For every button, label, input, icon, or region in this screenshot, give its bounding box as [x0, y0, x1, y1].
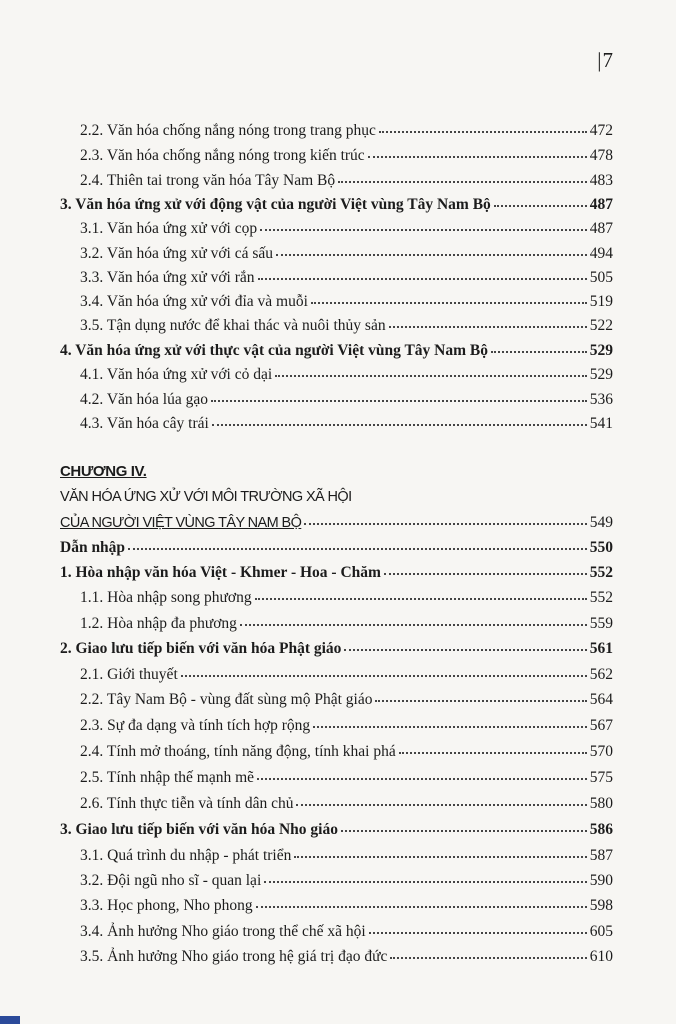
leader-dots	[491, 347, 587, 353]
page-number: |7	[597, 48, 614, 72]
leader-dots	[276, 250, 587, 256]
toc-entry	[80, 689, 613, 711]
toc-entry-label: 3.1. Văn hóa ứng xử với cọp	[80, 220, 258, 237]
toc-section-entry	[60, 194, 613, 216]
toc-entry-page: 487	[589, 196, 613, 213]
toc-entry	[80, 715, 613, 737]
toc-entry-label: 2.4. Thiên tai trong văn hóa Tây Nam Bộ	[80, 172, 336, 189]
toc-entry-label: 2.2. Văn hóa chống nắng nóng trong trang phục	[80, 122, 376, 139]
toc-entry	[80, 870, 613, 892]
toc-section-entry	[60, 537, 613, 559]
toc-entry-label: 3.5. Tận dụng nước để khai thác và nuôi thủy sản	[80, 317, 386, 334]
leader-dots	[341, 826, 587, 832]
leader-dots	[294, 852, 586, 858]
toc-entry-page: 472	[589, 122, 613, 139]
toc-entry	[80, 170, 613, 192]
toc-entry	[80, 767, 613, 789]
toc-entry-label: 1.1. Hòa nhập song phương	[80, 589, 252, 606]
leader-dots	[384, 569, 587, 575]
toc-entry-label: 3.1. Quá trình du nhập - phát triển	[80, 847, 292, 864]
toc-entry-label: 3.4. Văn hóa ứng xử với đỉa và muỗi	[80, 293, 308, 310]
chapter-title: CHƯƠNG IV.	[60, 463, 147, 480]
toc-entry	[80, 218, 613, 240]
toc-entry-page: 536	[589, 391, 613, 408]
toc-entry-label: 2.3. Sự đa dạng và tính tích hợp rộng	[80, 717, 311, 734]
chapter-heading-text: CỦA NGƯỜI VIỆT VÙNG TÂY NAM BỘ	[60, 515, 302, 531]
leader-dots	[258, 274, 587, 280]
toc-entry-page: 483	[589, 172, 613, 189]
toc-entry	[80, 291, 613, 313]
leader-dots	[275, 371, 587, 377]
leader-dots	[256, 902, 587, 908]
toc-entry-page: 550	[589, 539, 613, 556]
toc-entry-page: 605	[589, 923, 613, 940]
leader-dots	[264, 877, 587, 883]
toc-entry-label: 1. Hòa nhập văn hóa Việt - Khmer - Hoa - Chăm	[60, 564, 381, 581]
leader-dots	[390, 953, 586, 959]
toc-entry-page: 610	[589, 948, 613, 965]
chapter-page: 549	[589, 514, 613, 531]
leader-dots	[313, 722, 587, 728]
toc-entry-label: 4.1. Văn hóa ứng xử với cỏ dại	[80, 366, 273, 383]
toc-entry-page: 575	[589, 769, 613, 786]
toc-section-entry	[60, 819, 613, 841]
toc-entry	[80, 145, 613, 167]
toc-entry	[80, 793, 613, 815]
toc-entry-label: 3.4. Ảnh hưởng Nho giáo trong thể chế xã hội	[80, 923, 366, 940]
toc-entry-page: 552	[589, 564, 613, 581]
leader-dots	[389, 322, 587, 328]
toc-section-entry	[60, 638, 613, 660]
toc-entry-label: Dẫn nhập	[60, 539, 126, 556]
leader-dots	[304, 519, 586, 525]
toc-section-entry	[60, 340, 613, 362]
toc-entry	[80, 895, 613, 917]
toc-entry-page: 494	[589, 245, 613, 262]
toc-entry-label: 2.4. Tính mở thoáng, tính năng động, tính khai phá	[80, 743, 396, 760]
toc-entry-page: 522	[589, 317, 613, 334]
toc-section-entry	[60, 562, 613, 584]
toc-entry	[80, 741, 613, 763]
leader-dots	[344, 645, 586, 651]
toc-entry	[80, 267, 613, 289]
leader-dots	[311, 298, 587, 304]
toc-entry-label: 4. Văn hóa ứng xử với thực vật của người Việt vùng Tây Nam Bộ	[60, 342, 489, 359]
toc-entry-page: 570	[589, 743, 613, 760]
toc-entry-label: 4.3. Văn hóa cây trái	[80, 415, 209, 432]
leader-dots	[260, 225, 587, 231]
toc-entry-page: 559	[589, 615, 613, 632]
toc-entry-page: 487	[589, 220, 613, 237]
leader-dots	[128, 544, 587, 550]
toc-entry	[80, 587, 613, 609]
toc-entry	[80, 845, 613, 867]
toc-entry	[80, 664, 613, 686]
toc-entry-label: 2.5. Tính nhập thế mạnh mẽ	[80, 769, 255, 786]
toc-entry-page: 519	[589, 293, 613, 310]
leader-dots	[368, 152, 587, 158]
toc-entry	[80, 613, 613, 635]
toc-entry	[80, 120, 613, 142]
toc-entry-page: 598	[589, 897, 613, 914]
chapter-heading-line-last	[60, 512, 613, 534]
page-edge-mark	[0, 1016, 20, 1024]
toc-entry-label: 1.2. Hòa nhập đa phương	[80, 615, 237, 632]
leader-dots	[211, 396, 587, 402]
toc-entry	[80, 413, 613, 435]
toc-entry	[80, 389, 613, 411]
leader-dots	[212, 420, 587, 426]
toc-entry-page: 586	[589, 821, 613, 838]
toc-entry	[80, 243, 613, 265]
toc-entry-page: 561	[589, 640, 613, 657]
toc-entry-label: 3.2. Đội ngũ nho sĩ - quan lại	[80, 872, 262, 889]
chapter-heading-line: VĂN HÓA ỨNG XỬ VỚI MÔI TRƯỜNG XÃ HỘI	[60, 489, 352, 505]
toc-entry-label: 4.2. Văn hóa lúa gạo	[80, 391, 208, 408]
toc-entry-page: 529	[589, 366, 613, 383]
leader-dots	[375, 696, 586, 702]
leader-dots	[181, 671, 587, 677]
toc-entry-page: 564	[589, 691, 613, 708]
toc-entry-label: 3. Văn hóa ứng xử với động vật của người Việt vùng Tây Nam Bộ	[60, 196, 491, 213]
leader-dots	[255, 594, 587, 600]
leader-dots	[494, 201, 587, 207]
leader-dots	[379, 127, 587, 133]
leader-dots	[369, 928, 587, 934]
toc-entry-label: 3.3. Học phong, Nho phong	[80, 897, 253, 914]
toc-entry-page: 552	[589, 589, 613, 606]
toc-entry-page: 590	[589, 872, 613, 889]
toc-entry-page: 580	[589, 795, 613, 812]
toc-entry-label: 2.6. Tính thực tiễn và tính dân chủ	[80, 795, 294, 812]
leader-dots	[338, 177, 587, 183]
toc-entry	[80, 921, 613, 943]
toc-entry-page: 567	[589, 717, 613, 734]
toc-entry-label: 2.3. Văn hóa chống nắng nóng trong kiến trúc	[80, 147, 365, 164]
toc-entry-page: 529	[589, 342, 613, 359]
toc-entry-label: 3.2. Văn hóa ứng xử với cá sấu	[80, 245, 274, 262]
leader-dots	[240, 620, 587, 626]
toc-entry	[80, 315, 613, 337]
toc-entry-page: 587	[589, 847, 613, 864]
toc-entry-label: 3.3. Văn hóa ứng xử với rắn	[80, 269, 255, 286]
leader-dots	[296, 800, 586, 806]
toc-entry	[80, 364, 613, 386]
toc-entry-label: 2.1. Giới thuyết	[80, 666, 178, 683]
toc-entry-label: 2.2. Tây Nam Bộ - vùng đất sùng mộ Phật giáo	[80, 691, 373, 708]
leader-dots	[257, 774, 587, 780]
toc-entry-page: 505	[589, 269, 613, 286]
toc-entry-label: 3.5. Ảnh hưởng Nho giáo trong hệ giá trị đạo đức	[80, 948, 388, 965]
toc-entry-label: 3. Giao lưu tiếp biến với văn hóa Nho giáo	[60, 821, 338, 838]
toc-entry-page: 562	[589, 666, 613, 683]
toc-entry-label: 2. Giao lưu tiếp biến với văn hóa Phật giáo	[60, 640, 342, 657]
toc-entry-page: 541	[589, 415, 613, 432]
toc-entry	[80, 946, 613, 968]
toc-entry-page: 478	[589, 147, 613, 164]
leader-dots	[399, 748, 587, 754]
